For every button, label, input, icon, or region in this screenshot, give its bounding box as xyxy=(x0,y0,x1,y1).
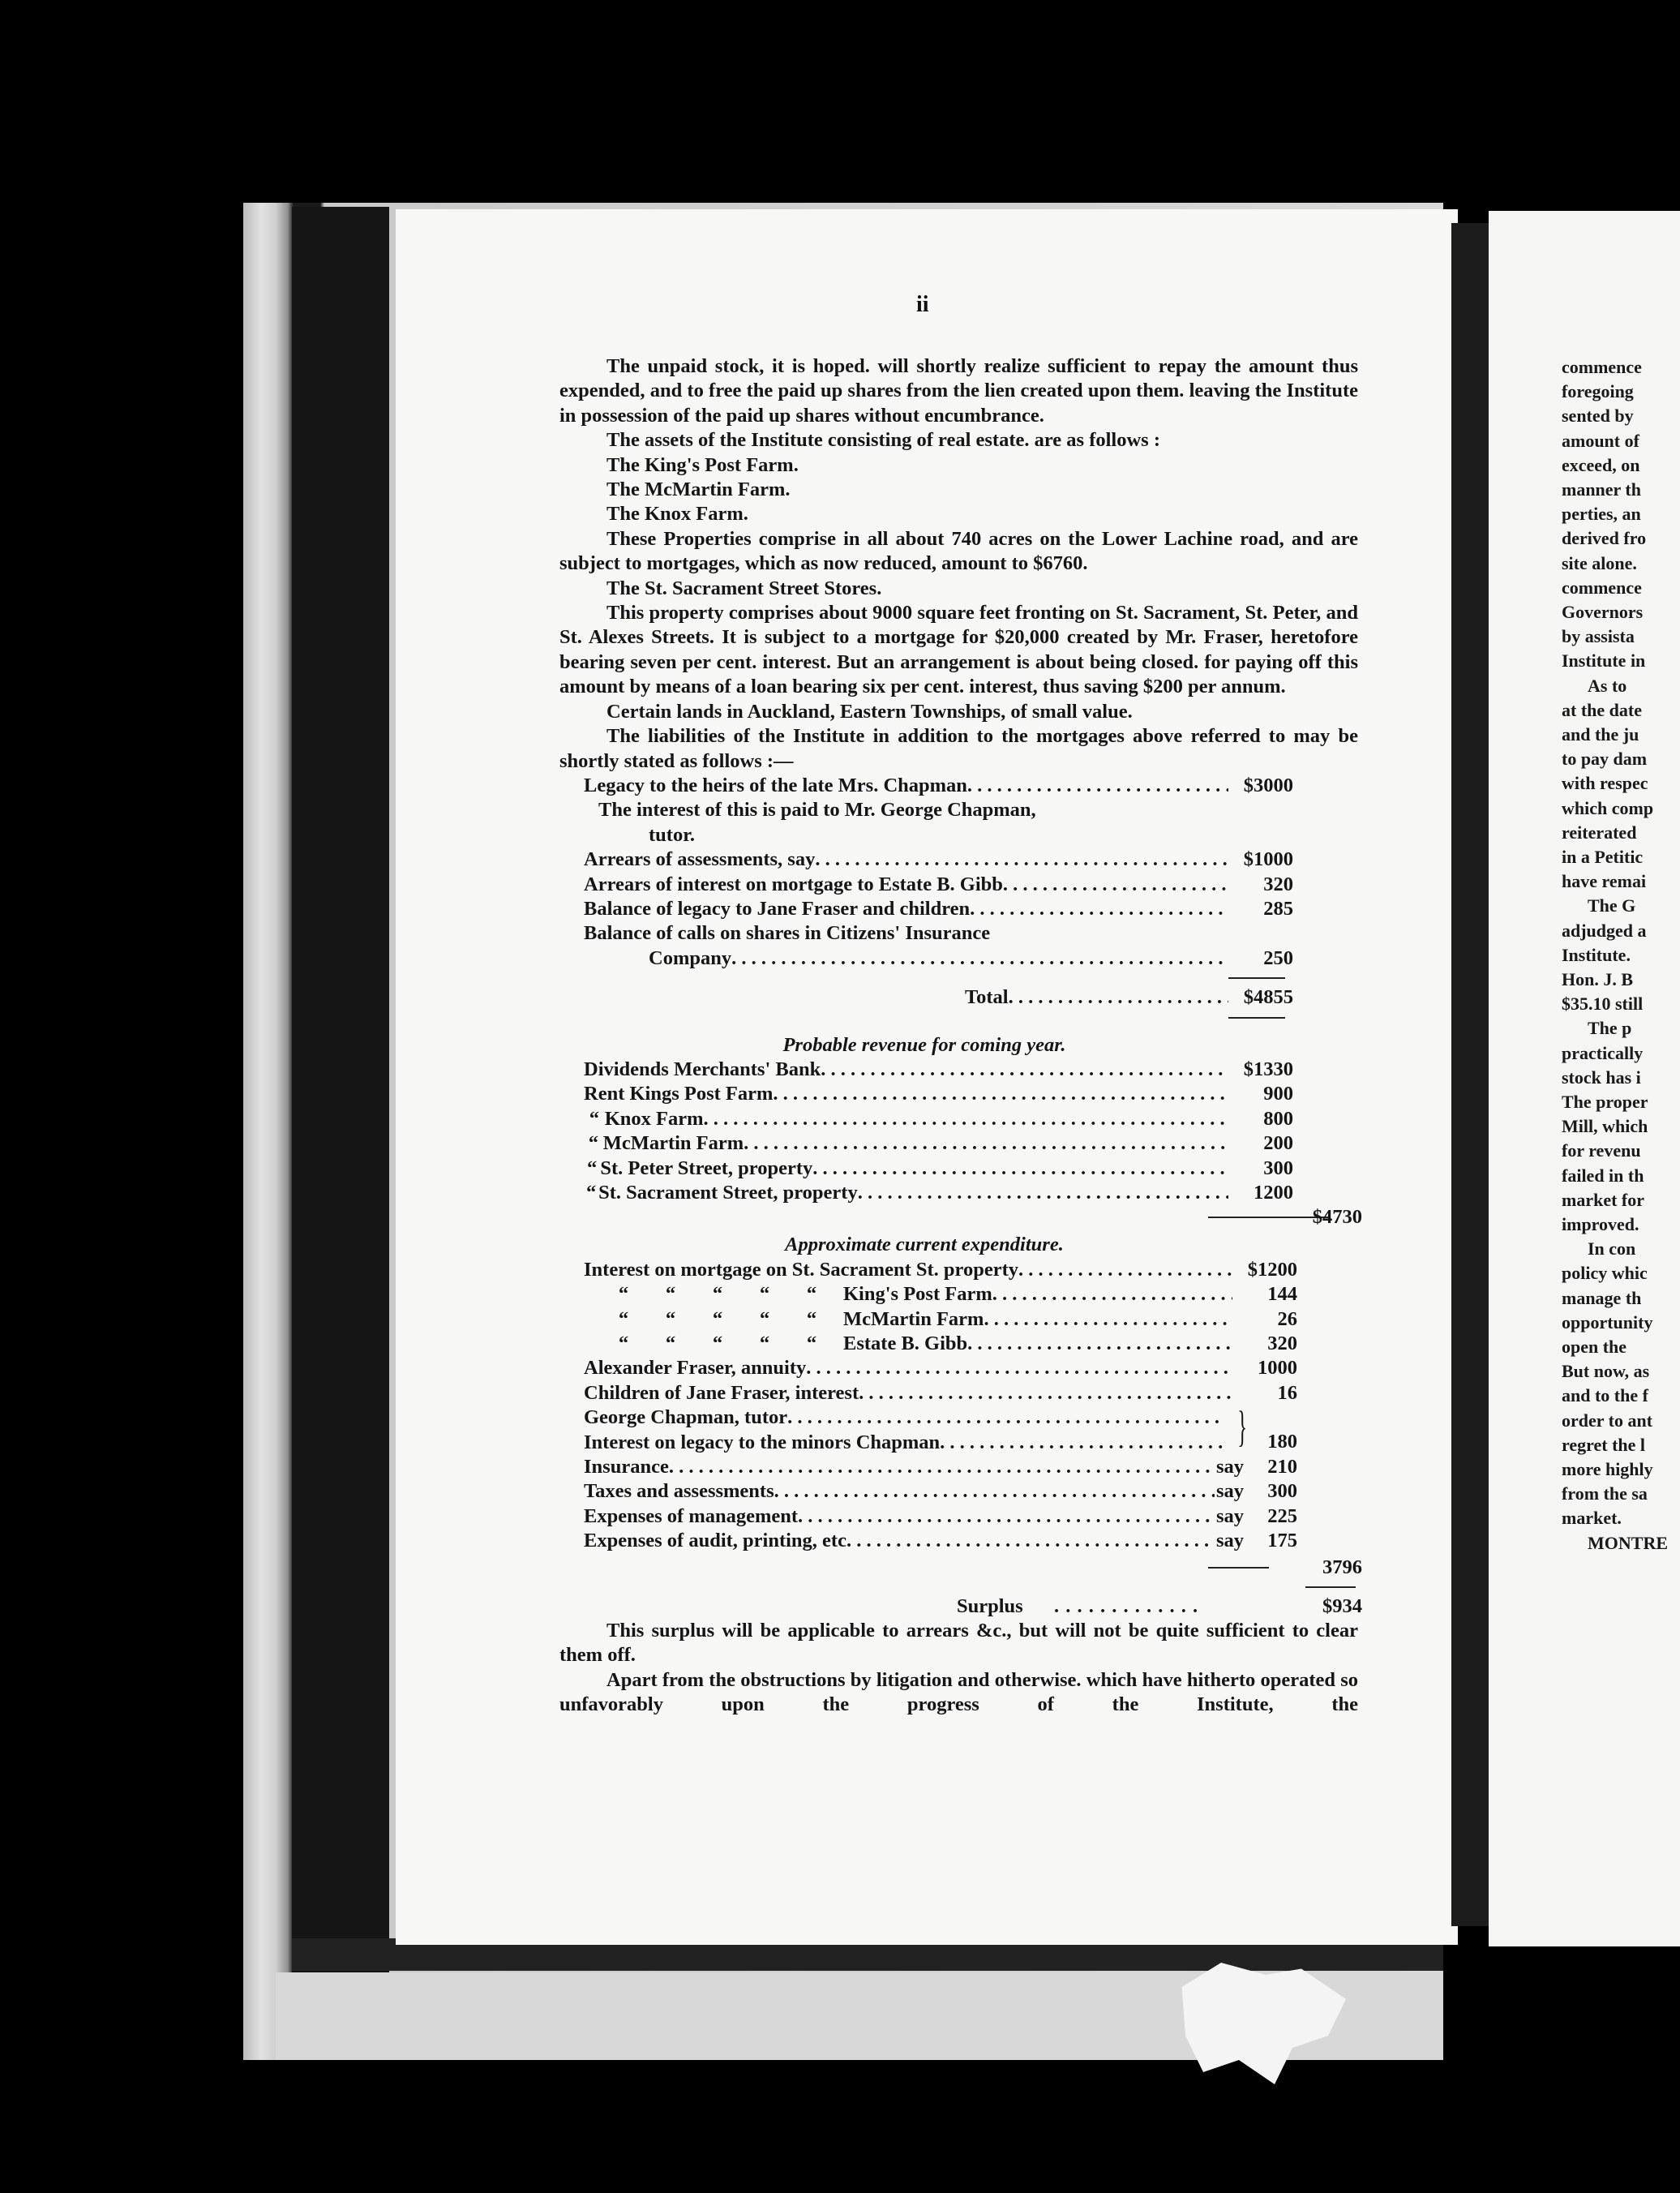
table-row xyxy=(584,1455,1297,1479)
right-page-line: In con xyxy=(1588,1238,1636,1260)
ditto-mark: “ xyxy=(618,1283,629,1306)
row-label: Alexander Fraser, annuity xyxy=(584,1357,807,1380)
right-page-line: Mill, which xyxy=(1562,1116,1648,1137)
row-amount: 180 xyxy=(1267,1431,1297,1453)
surplus-label: Surplus xyxy=(957,1594,1023,1617)
right-page-line: reiterated xyxy=(1562,822,1637,843)
right-page-line: and the ju xyxy=(1562,724,1639,745)
ditto-mark: “ xyxy=(665,1307,676,1330)
row-amount: 200 xyxy=(1263,1132,1293,1155)
table-row xyxy=(584,1157,1293,1181)
ditto-mark: “ xyxy=(665,1283,676,1306)
row-label: Taxes and assessments xyxy=(584,1480,774,1503)
leader-dots xyxy=(1018,1258,1232,1282)
table-row xyxy=(584,1356,1297,1380)
leader-dots xyxy=(744,1131,1228,1156)
paragraph-properties: These Properties comprise in all about 740 acres on the Lower Lachine road, and are subject to mortgages, which as now reduced, amount to $6760. xyxy=(559,527,1358,575)
row-amount: 800 xyxy=(1263,1107,1293,1130)
paragraph-assets: The assets of the Institute consisting of real estate. are as follows : xyxy=(606,429,1160,452)
right-page-line: $35.10 still xyxy=(1562,994,1644,1015)
leader-dots xyxy=(967,774,1228,798)
table-row xyxy=(584,1504,1297,1529)
leader-dots xyxy=(773,1082,1228,1106)
row-amount: 16 xyxy=(1277,1381,1297,1404)
liabilities-total-row xyxy=(584,985,1293,1010)
leader-dots xyxy=(984,1307,1232,1332)
row-label: Legacy to the heirs of the late Mrs. Chapman xyxy=(584,774,967,796)
right-page-line: market for xyxy=(1562,1189,1645,1210)
row-label: Arrears of assessments, say xyxy=(584,848,816,871)
right-page-line: regret the l xyxy=(1562,1434,1646,1455)
ditto-marks xyxy=(584,1332,835,1356)
row-amount: $3000 xyxy=(1243,774,1293,796)
right-page-line: order to ant xyxy=(1562,1410,1653,1431)
row-amount: $1000 xyxy=(1243,848,1293,871)
right-page xyxy=(1489,211,1680,1946)
row-label: Rent Kings Post Farm xyxy=(584,1083,774,1105)
revenue-heading: Probable revenue for coming year. xyxy=(782,1033,1066,1056)
right-page-line: derived fro xyxy=(1562,528,1647,549)
right-page-line: Governors xyxy=(1562,602,1644,622)
paragraph-surplus: This surplus will be applicable to arrears &c., but will not be quite sufficient to clear them off. xyxy=(559,1619,1358,1667)
table-row xyxy=(584,1131,1293,1156)
asset-st-sacrament-stores: The St. Sacrament Street Stores. xyxy=(606,577,882,599)
table-row xyxy=(584,1307,1297,1332)
ditto-mark: “ xyxy=(588,1132,598,1155)
right-page-line: Hon. J. B xyxy=(1562,969,1634,989)
right-page-line: to pay dam xyxy=(1562,749,1648,770)
ditto-mark: “ xyxy=(712,1333,723,1355)
row-label: Estate B. Gibb xyxy=(843,1333,968,1355)
right-page-line: practically xyxy=(1562,1042,1644,1063)
leader-dots xyxy=(1003,873,1228,897)
right-page-line: which comp xyxy=(1562,797,1654,818)
row-label: Knox Farm xyxy=(604,1107,704,1130)
right-page-line: with respec xyxy=(1562,773,1648,794)
paragraph-st-sacrament-property: This property comprises about 9000 square feet fronting on St. Sacrament, St. Peter, and St. Alexes Streets. It is subject to a mortgage for $20,000 created by Mr. Fraser, heretofore bearing seven per cent. interest. But an arrangement is about being closed. for paying off this amount by means of a loan bearing six per cent. interest, thus saving $200 per annum. xyxy=(559,602,1358,698)
right-page-line: from the sa xyxy=(1562,1483,1648,1504)
right-page-line: failed in th xyxy=(1562,1165,1644,1186)
book-edge-shadow xyxy=(292,207,389,2056)
leader-dots xyxy=(731,946,1228,971)
ditto-marks xyxy=(584,1282,835,1307)
row-label: McMartin Farm xyxy=(602,1132,744,1155)
row-label: Children of Jane Fraser, interest xyxy=(584,1381,859,1404)
row-label: Expenses of audit, printing, etc xyxy=(584,1530,846,1552)
row-amount: 285 xyxy=(1263,897,1293,920)
row-amount: 210 xyxy=(1267,1456,1297,1478)
table-row xyxy=(584,774,1293,798)
table-row xyxy=(584,1529,1297,1553)
sum-rule xyxy=(1228,977,1285,979)
right-page-line: adjudged a xyxy=(1562,920,1647,941)
row-label: St. Sacrament Street, property xyxy=(598,1182,858,1204)
table-row xyxy=(584,1282,1297,1307)
right-page-line: amount of xyxy=(1562,430,1639,451)
row-label: George Chapman, tutor xyxy=(584,1406,788,1429)
leader-dots: . . . . . . . . . . . . . xyxy=(1054,1594,1199,1617)
row-amount: 300 xyxy=(1263,1157,1293,1179)
ditto-mark: “ xyxy=(587,1157,598,1179)
leader-dots xyxy=(1009,985,1228,1010)
leader-dots xyxy=(806,1356,1232,1380)
leader-dots xyxy=(774,1479,1215,1504)
ditto-mark: “ xyxy=(585,1182,597,1204)
row-label: Insurance xyxy=(584,1456,669,1478)
right-page-line: at the date xyxy=(1562,699,1642,720)
table-row xyxy=(584,1332,1297,1356)
right-page-line: MONTRE xyxy=(1588,1532,1668,1553)
right-page-line: exceed, on xyxy=(1562,454,1640,475)
leader-dots xyxy=(967,1332,1232,1356)
ditto-mark: “ xyxy=(806,1307,817,1330)
expenditure-table xyxy=(559,1258,1297,1554)
right-page-line: open the xyxy=(1562,1337,1627,1357)
leader-dots xyxy=(798,1504,1215,1529)
right-page-line: The G xyxy=(1588,895,1636,916)
say-word: say xyxy=(1215,1504,1244,1527)
ditto-mark: “ xyxy=(806,1333,817,1355)
right-page-line: perties, an xyxy=(1562,504,1641,525)
say-word: say xyxy=(1215,1480,1244,1503)
book-spine xyxy=(1451,223,1489,1926)
torn-paper-fragment xyxy=(1168,1963,1346,2084)
row-amount: 1200 xyxy=(1254,1182,1293,1204)
surplus-amount: $934 xyxy=(1322,1594,1362,1617)
right-page-line: The proper xyxy=(1562,1092,1648,1112)
chapman-group xyxy=(584,1405,1297,1455)
table-row xyxy=(584,1381,1297,1405)
row-amount: $1330 xyxy=(1243,1058,1293,1080)
leader-dots xyxy=(821,1058,1228,1082)
surplus-rule xyxy=(1305,1586,1356,1588)
right-page-line: sented by xyxy=(1562,406,1634,427)
right-page-line: stock has i xyxy=(1562,1066,1641,1088)
ditto-mark: “ xyxy=(759,1333,770,1355)
right-page-line: and to the f xyxy=(1562,1385,1648,1406)
row-label: Interest on legacy to the minors Chapman xyxy=(584,1431,941,1453)
ditto-mark: “ xyxy=(759,1283,770,1306)
row-label: King's Post Farm xyxy=(843,1283,992,1306)
row-label: Company xyxy=(649,946,732,969)
row-amount: 225 xyxy=(1267,1504,1297,1527)
calls-line1: Balance of calls on shares in Citizens' Insurance xyxy=(584,922,991,945)
revenue-total-row xyxy=(559,1205,1362,1230)
asset-knox-farm: The Knox Farm. xyxy=(606,503,748,526)
ditto-mark: “ xyxy=(712,1283,723,1306)
right-page-line: Institute in xyxy=(1562,650,1646,672)
expenditure-heading: Approximate current expenditure. xyxy=(785,1234,1064,1256)
table-row xyxy=(584,1405,1297,1430)
ditto-mark: “ xyxy=(618,1333,629,1355)
row-amount: 900 xyxy=(1263,1083,1293,1105)
paragraph-unpaid-stock: The unpaid stock, it is hoped. will shortly realize sufficient to repay the amount thus expended, and to free the paid up shares from the lien created upon them. leaving the Institute in possession of the paid up shares without encumbrance. xyxy=(559,355,1358,427)
row-label: Balance of legacy to Jane Fraser and children xyxy=(584,897,971,920)
total-rule xyxy=(1228,1017,1285,1019)
right-page-line: site alone. xyxy=(1562,552,1637,573)
row-amount: 250 xyxy=(1263,946,1293,969)
ditto-rows xyxy=(584,1282,1297,1356)
right-page-line: more highly xyxy=(1562,1459,1653,1479)
paragraph-obstructions: Apart from the obstructions by litigation and otherwise. which have hitherto operated so unfavorably upon the progress of the Institute, the xyxy=(559,1668,1358,1715)
leader-dots xyxy=(859,1381,1232,1405)
chapman-note-line1: The interest of this is paid to Mr. George Chapman, xyxy=(598,799,1036,822)
right-page-line: by assista xyxy=(1562,626,1635,647)
row-amount: 175 xyxy=(1267,1530,1297,1552)
table-row xyxy=(584,1107,1293,1131)
right-page-line: have remai xyxy=(1562,871,1647,892)
leader-dots xyxy=(669,1455,1215,1479)
revenue-table xyxy=(559,1058,1293,1205)
right-page-line: commence xyxy=(1562,357,1642,377)
page-body xyxy=(559,354,1362,1717)
brace-symbol: } xyxy=(1237,1404,1247,1453)
asset-kings-post-farm: The King's Post Farm. xyxy=(606,453,799,476)
table-row xyxy=(584,946,1293,971)
surplus-rule-wrap xyxy=(559,1581,1358,1594)
liabilities-table xyxy=(559,774,1293,1019)
leader-dots xyxy=(992,1282,1232,1307)
row-label: Expenses of management xyxy=(584,1504,799,1527)
table-row xyxy=(584,1431,1297,1455)
table-row xyxy=(584,1181,1293,1205)
leader-dots xyxy=(787,1405,1224,1430)
right-page-line: improved. xyxy=(1562,1214,1639,1234)
row-amount: 300 xyxy=(1267,1480,1297,1503)
page-number: ii xyxy=(916,292,929,317)
right-page-line: policy whic xyxy=(1562,1263,1648,1284)
ditto-mark: “ xyxy=(759,1307,770,1330)
ditto-mark: “ xyxy=(618,1307,629,1330)
table-row xyxy=(584,1258,1297,1282)
right-page-line: As to xyxy=(1588,675,1627,696)
table-row xyxy=(584,897,1293,921)
right-page-line: in a Petitic xyxy=(1562,847,1644,867)
total-amount: $4855 xyxy=(1243,986,1293,1009)
ditto-mark: “ xyxy=(806,1283,817,1306)
row-label: McMartin Farm xyxy=(843,1307,984,1330)
right-page-line: manner th xyxy=(1562,479,1641,500)
leader-dots xyxy=(704,1107,1229,1131)
ditto-mark: “ xyxy=(712,1307,723,1330)
expenditure-total-amount: 3796 xyxy=(1322,1556,1362,1578)
revenue-total-amount: $4730 xyxy=(1312,1206,1362,1229)
right-page-line: commence xyxy=(1562,577,1642,598)
row-amount: 144 xyxy=(1267,1283,1297,1306)
ditto-marks xyxy=(584,1307,835,1332)
leader-dots xyxy=(970,897,1228,921)
table-row xyxy=(584,1082,1293,1106)
right-page-line: foregoing xyxy=(1562,381,1634,402)
row-amount: 26 xyxy=(1277,1307,1297,1330)
expenditure-rule xyxy=(1208,1567,1269,1569)
row-amount: 320 xyxy=(1267,1333,1297,1355)
row-amount: 1000 xyxy=(1258,1357,1297,1380)
leader-dots xyxy=(940,1431,1224,1455)
right-page-line: opportunity xyxy=(1562,1311,1653,1333)
row-amount: 320 xyxy=(1263,873,1293,895)
ditto-mark: “ xyxy=(665,1333,676,1355)
table-row xyxy=(584,873,1293,897)
right-page-line: market. xyxy=(1562,1508,1622,1529)
revenue-rule xyxy=(1208,1217,1330,1218)
leader-dots xyxy=(858,1181,1228,1205)
chapman-note-line2: tutor. xyxy=(649,823,695,846)
say-rows xyxy=(584,1455,1297,1554)
table-row xyxy=(584,848,1293,872)
say-word: say xyxy=(1215,1456,1244,1478)
right-page-line: manage th xyxy=(1562,1287,1642,1308)
surplus-row xyxy=(559,1594,1362,1619)
right-page-line: The p xyxy=(1588,1018,1632,1039)
right-page-line: But now, as xyxy=(1562,1361,1650,1382)
table-row xyxy=(584,1058,1293,1082)
leader-dots xyxy=(812,1157,1228,1181)
table-row xyxy=(584,1479,1297,1504)
leader-dots xyxy=(815,848,1228,872)
asset-mcmartin-farm: The McMartin Farm. xyxy=(606,479,791,501)
expenditure-total-row xyxy=(559,1554,1362,1581)
leader-dots xyxy=(846,1529,1215,1553)
ditto-mark: “ xyxy=(589,1107,599,1130)
paragraph-liabilities: The liabilities of the Institute in addition to the mortgages above referred to may be shortly stated as follows :— xyxy=(559,725,1358,772)
row-amount: $1200 xyxy=(1247,1258,1297,1281)
right-page-line: for revenu xyxy=(1562,1140,1641,1161)
asset-auckland-lands: Certain lands in Auckland, Eastern Townships, of small value. xyxy=(606,700,1133,723)
say-word: say xyxy=(1215,1530,1244,1552)
row-label: Arrears of interest on mortgage to Estate B. Gibb xyxy=(584,873,1003,895)
row-label: St. Peter Street, property xyxy=(600,1157,813,1179)
total-label: Total xyxy=(965,986,1009,1009)
right-page-line: Institute. xyxy=(1562,944,1631,965)
row-label: Dividends Merchants' Bank xyxy=(584,1058,821,1080)
row-label: Interest on mortgage on St. Sacrament St. property xyxy=(584,1258,1018,1281)
